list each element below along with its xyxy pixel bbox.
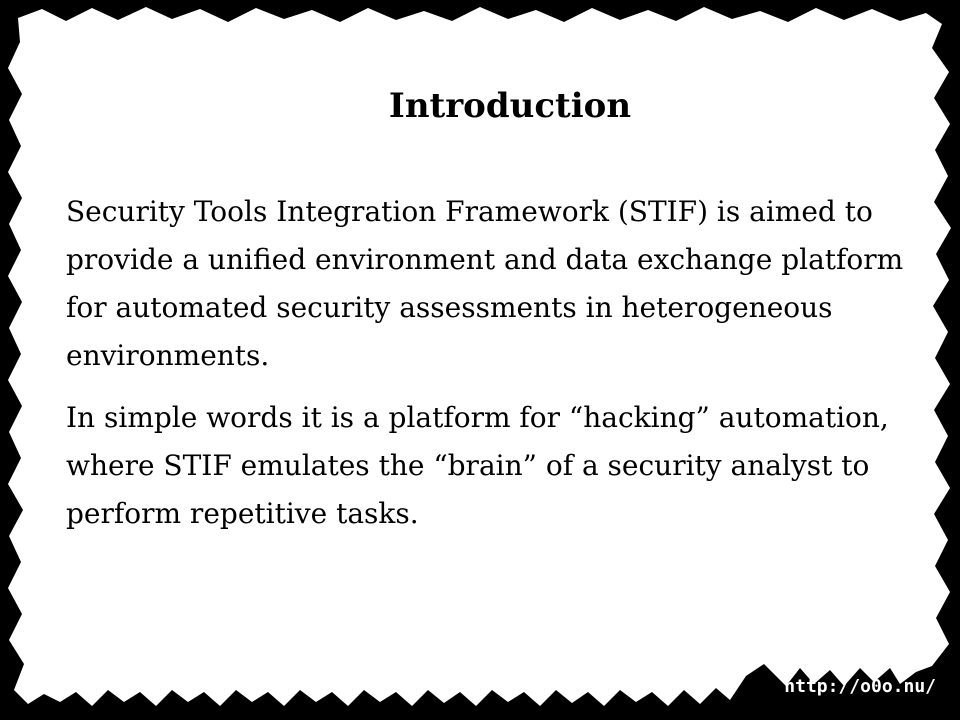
slide-title: Introduction <box>388 86 632 126</box>
summary-paragraph: In simple words it is a platform for “hacking” automation, where STIF emulates the “brain” of a security analyst to perform repetitive tasks. <box>66 401 889 530</box>
slide-body <box>66 188 906 538</box>
footer-url: http://o0o.nu/ <box>784 676 936 697</box>
intro-paragraph: Security Tools Integration Framework (STIF) is aimed to provide a unified environment and data exchange platform for automated security assessments in heterogeneous environments. <box>66 195 904 372</box>
